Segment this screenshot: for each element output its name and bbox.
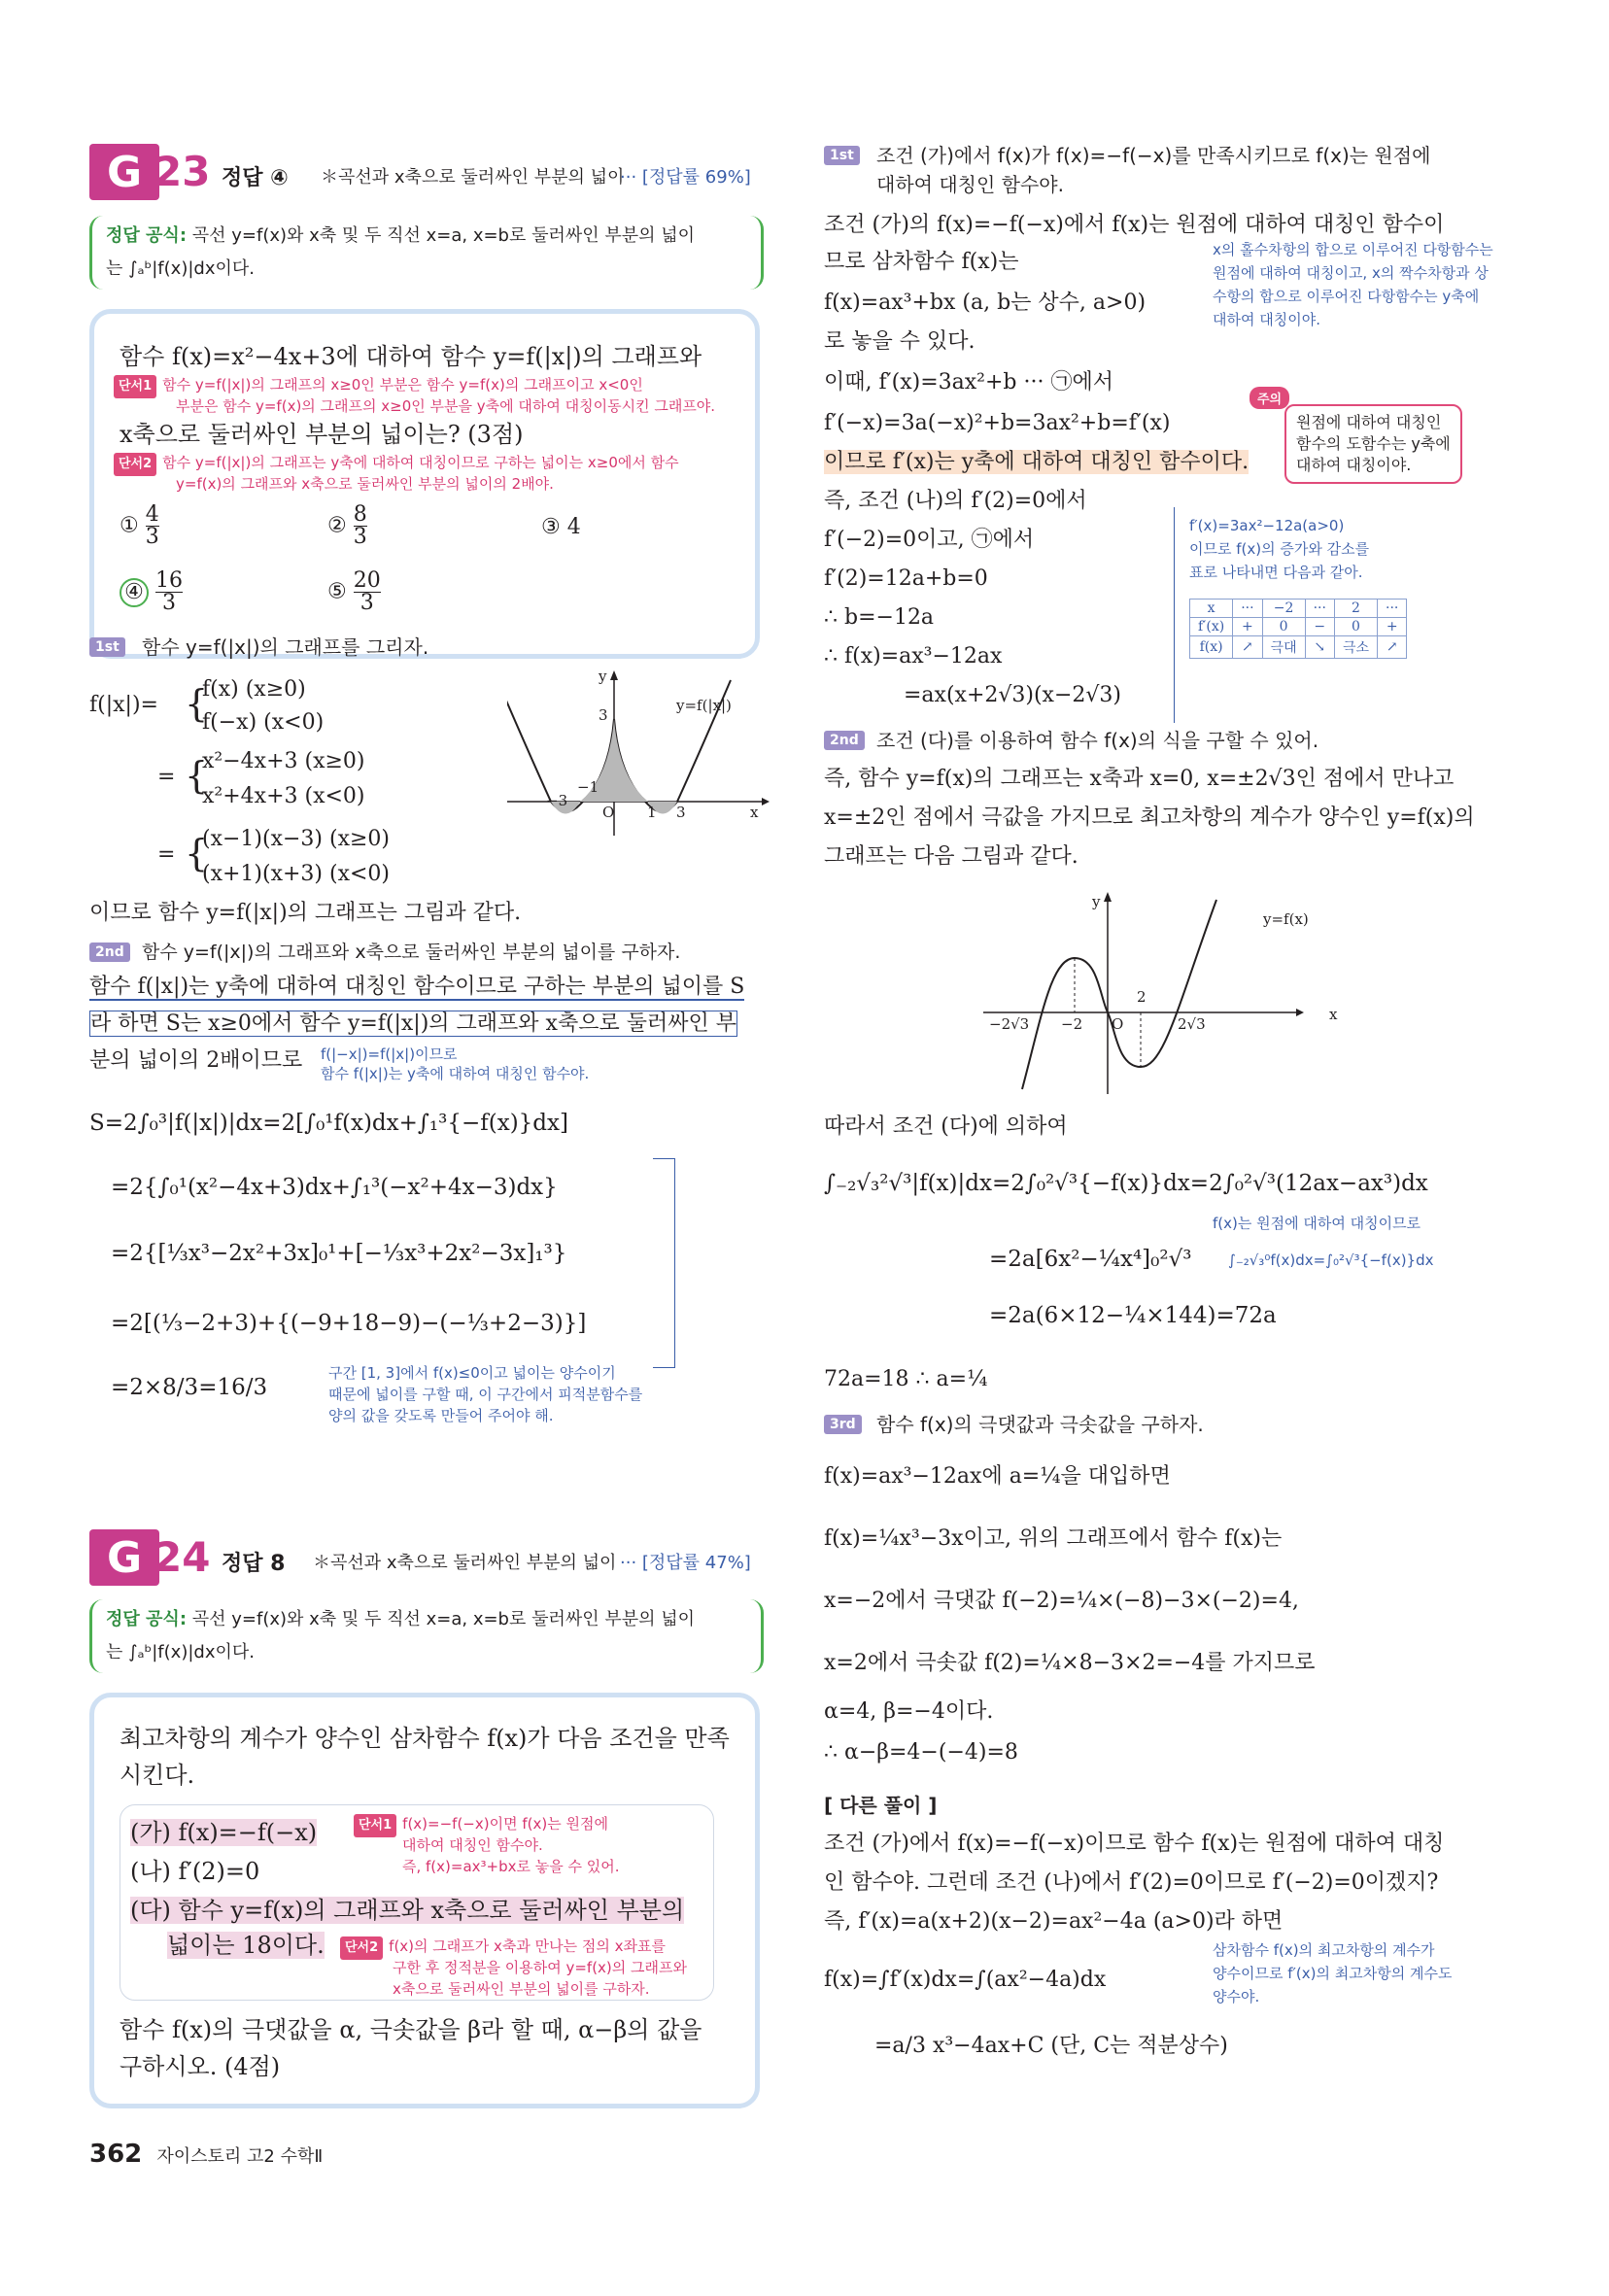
case-3: x²−4x+3 (x≥0) [202, 749, 365, 773]
problem-label-g24: G [89, 1529, 159, 1586]
step-2nd-g23: 2nd [89, 942, 130, 962]
tick-2root3: 2√3 [1178, 1015, 1206, 1033]
choice-4[interactable]: ④ $\frac{16}{3}$ [120, 570, 183, 614]
step-1st-text-g23: 함수 y=f(|x|)의 그래프를 그리자. [142, 635, 429, 659]
choice-3[interactable]: ③ 4 [541, 515, 581, 539]
alt-note-1: 삼차함수 f(x)의 최고차항의 계수가 [1213, 1941, 1435, 1959]
axis-x-label-2: x [1329, 1006, 1338, 1023]
g24-problem-1: 최고차항의 계수가 양수인 삼차함수 f(x)가 다음 조건을 만족 [120, 1725, 730, 1752]
step-2nd-text-g24: 조건 (다)를 이용하여 함수 f(x)의 식을 구할 수 있어. [876, 729, 1319, 752]
formula-label: 정답 공식: [106, 225, 188, 246]
eq-2: = [157, 842, 176, 867]
s2-r-line-4: 따라서 조건 (다)에 의하여 [824, 1114, 1068, 1139]
problem-text-1: 함수 f(x)=x²−4x+3에 대하여 함수 y=f(|x|)의 그래프와 [120, 343, 702, 370]
r-line-1: 조건 (가)의 f(x)=−f(−x)에서 f(x)는 원점에 대하여 대칭인 함수이 [824, 213, 1445, 237]
g24-question-2: 구하시오. (4점) [120, 2053, 281, 2080]
g24-hint2-3: x축으로 둘러싸인 부분의 넓이를 구하자. [393, 1980, 650, 1998]
side-note-2: 원점에 대하여 대칭이고, x의 짝수차항과 상 [1213, 264, 1489, 282]
tick-origin: O [602, 804, 615, 821]
cond-na: (나) f′(2)=0 [130, 1858, 260, 1885]
r-integral-4: 72a=18 ∴ a=¼ [824, 1367, 988, 1391]
tick-1: 1 [647, 804, 657, 821]
hint2-g23-line2: y=f(x)의 그래프와 x축으로 둘러싸인 부분의 넓이의 2배야. [176, 475, 554, 493]
r-line-9: f′(−2)=0이고, ㉠에서 [824, 528, 1035, 552]
int-note-2: 때문에 넓이를 구할 때, 이 구간에서 피적분함수를 [328, 1386, 643, 1403]
formula-text-2: 는 ∫ₐᵇ|f(x)|dx이다. [106, 258, 255, 279]
side-note-3: 수항의 합으로 이루어진 다항함수는 y축에 [1213, 288, 1480, 305]
tick-2: 2 [1137, 988, 1147, 1006]
r-integral-1: ∫₋₂√₃²√³|f(x)|dx=2∫₀²√³{−f(x)}dx=2∫₀²√³(12ax−ax³)dx [824, 1171, 1428, 1196]
step-3rd-g24: 3rd [824, 1415, 862, 1434]
tick-neg2root3: −2√3 [989, 1015, 1030, 1033]
formula-label-g24: 정답 공식: [106, 1609, 188, 1629]
s3-line-3: x=−2에서 극댓값 f(−2)=¼×(−8)−3×(−2)=4, [824, 1589, 1299, 1613]
problem-box-g24 [89, 1693, 760, 2108]
rate-g24: ··· [정답률 47%] [620, 1553, 751, 1573]
r-int-note-1: f(x)는 원점에 대하여 대칭이므로 [1213, 1215, 1421, 1232]
tick-neg3: −3 [546, 792, 568, 809]
caution-box [1284, 404, 1462, 484]
step-1st-text-g24-2: 대하여 대칭인 함수야. [876, 173, 1064, 196]
hint2-g23: 단서2 함수 y=f(|x|)의 그래프는 y축에 대하여 대칭이므로 구하는 넓이는 x≥0에서 함수 [114, 452, 679, 476]
cond-da-1: (다) 함수 y=f(x)의 그래프와 x축으로 둘러싸인 부분의 [130, 1897, 685, 1924]
alt-line-4: f(x)=∫f′(x)dx=∫(ax²−4a)dx [824, 1968, 1107, 1992]
int-note-3: 양의 값을 갖도록 만들어 주어야 해. [328, 1407, 554, 1424]
s2-r-line-1: 즉, 함수 y=f(x)의 그래프는 x축과 x=0, x=±2√3인 점에서 만나고 [824, 767, 1455, 791]
problem-number-g24: 24 [154, 1533, 211, 1581]
step-1st-g24: 1st [824, 146, 860, 165]
integral-line-1: S=2∫₀³|f(|x|)|dx=2[∫₀¹f(x)dx+∫₁³{−f(x)}dx] [89, 1111, 568, 1136]
brace-2: { [185, 754, 209, 797]
r-line-6: f′(−x)=3a(−x)²+b=3ax²+b=f′(x) [824, 411, 1171, 435]
cubic-curve [1022, 900, 1216, 1089]
r-line-11: ∴ b=−12a [824, 605, 935, 630]
brace-3: { [185, 832, 209, 874]
sign-row-x: x ··· −2 ··· 2 ··· [1190, 600, 1407, 618]
g24-hint2: 단서2 f(x)의 그래프가 x축과 만나는 점의 x좌표를 [340, 1936, 666, 1960]
r-line-12: ∴ f(x)=ax³−12ax [824, 644, 1003, 668]
y-arrow [610, 670, 618, 680]
book-title: 자이스토리 고2 수학Ⅱ [156, 2146, 324, 2167]
tick-3: 3 [676, 804, 686, 821]
s2-line2: 라 하면 S는 x≥0에서 함수 y=f(|x|)의 그래프와 x축으로 둘러싸인 부 [90, 1011, 736, 1036]
step-2nd-text-g23: 함수 y=f(|x|)의 그래프와 x축으로 둘러싸인 부분의 넓이를 구하자. [142, 942, 681, 963]
r-line-2: 므로 삼차함수 f(x)는 [824, 250, 1019, 274]
y-arrow-2 [1104, 892, 1112, 902]
s2-line1: 함수 f(|x|)는 y축에 대하여 대칭인 함수이므로 구하는 부분의 넓이를 S [89, 975, 745, 999]
graph-label-g24: y=f(x) [1263, 910, 1309, 928]
case-5: (x−1)(x−3) (x≥0) [202, 827, 391, 851]
case-2: f(−x) (x<0) [202, 710, 325, 735]
g24-hint1-3: 즉, f(x)=ax³+bx로 놓을 수 있어. [402, 1858, 620, 1875]
r-line-7: 이므로 f′(x)는 y축에 대하여 대칭인 함수이다. [824, 450, 1250, 474]
problem-box-g23 [89, 309, 760, 659]
x-arrow [762, 798, 770, 805]
case-lhs: f(|x|)= [89, 693, 158, 717]
r-line-3: f(x)=ax³+bx (a, b는 상수, a>0) [824, 291, 1147, 315]
tick-origin-2: O [1112, 1015, 1124, 1033]
case-1: f(x) (x≥0) [202, 677, 306, 702]
r-line-4: 로 놓을 수 있다. [824, 329, 976, 354]
after-graph-text: 이므로 함수 y=f(|x|)의 그래프는 그림과 같다. [89, 901, 522, 925]
s2-line3: 분의 넓이의 2배이므로 [89, 1048, 303, 1073]
int-note-1: 구간 [1, 3]에서 f(x)≤0이고 넓이는 양수이기 [328, 1364, 616, 1382]
s2-r-line-3: 그래프는 다음 그림과 같다. [824, 844, 1078, 869]
r-line-10: f′(2)=12a+b=0 [824, 566, 988, 591]
answer-g24: 정답 8 [222, 1552, 286, 1576]
s2-note-2: 함수 f(|x|)는 y축에 대하여 대칭인 함수야. [321, 1065, 590, 1082]
r-integral-2: =2a[6x²−¼x⁴]₀²√³ [989, 1247, 1192, 1272]
note-bracket [653, 1158, 675, 1368]
tick-neg1: −1 [577, 778, 599, 796]
step-2nd-g24: 2nd [824, 731, 865, 750]
s2-note-1: f(|−x|)=f(|x|)이므로 [321, 1045, 458, 1063]
alt-line-5: =a/3 x³−4ax+C (단, C는 적분상수) [874, 2034, 1228, 2058]
problem-text-2: x축으로 둘러싸인 부분의 넓이는? (3점) [120, 421, 524, 448]
s3-line-5: α=4, β=−4이다. [824, 1699, 994, 1724]
g24-hint1-2: 대하여 대칭인 함수야. [402, 1836, 543, 1854]
page-footer [89, 2140, 323, 2169]
g24-question-1: 함수 f(x)의 극댓값을 α, 극솟값을 β라 할 때, α−β의 값을 [120, 2016, 702, 2043]
cond-ga: (가) f(x)=−f(−x) [130, 1819, 318, 1846]
alt-line-3: 즉, f′(x)=a(x+2)(x−2)=ax²−4a (a>0)라 하면 [824, 1909, 1284, 1934]
caution-line-3: 대하여 대칭이야. [1296, 456, 1412, 474]
x-arrow-2 [1296, 1009, 1304, 1016]
eq-1: = [157, 765, 176, 789]
case-4: x²+4x+3 (x<0) [202, 784, 365, 808]
area-1 [614, 719, 648, 802]
rate-g23: ··· [정답률 69%] [620, 167, 751, 188]
tick-y3: 3 [599, 706, 608, 724]
axis-y-label-2: y [1092, 893, 1101, 910]
caution-line-1: 원점에 대하여 대칭인 [1296, 413, 1442, 431]
choice-5[interactable]: ⑤ $\frac{20}{3}$ [327, 568, 381, 615]
topic-g23: ＊곡선과 x축으로 둘러싸인 부분의 넓이 [321, 167, 625, 188]
table-note-1: f′(x)=3ax²−12a(a>0) [1189, 517, 1345, 534]
s3-line-4: x=2에서 극솟값 f(2)=¼×8−3×2=−4를 가지므로 [824, 1651, 1316, 1675]
caution-tag: 주의 [1250, 387, 1289, 409]
sign-table [1189, 599, 1407, 659]
r-line-8: 즉, 조건 (나)의 f′(2)=0에서 [824, 489, 1087, 513]
sign-row-f: f(x) ↗ 극대 ↘ 극소 ↗ [1190, 636, 1407, 659]
alt-line-2: 인 함수야. 그런데 조건 (나)에서 f′(2)=0이므로 f′(−2)=0이겠지? [824, 1870, 1439, 1895]
caution-line-2: 함수의 도함수는 y축에 [1296, 434, 1451, 453]
g24-hint2-2: 구한 후 정적분을 이용하여 y=f(x)의 그래프와 [393, 1959, 687, 1976]
topic-g24: ＊곡선과 x축으로 둘러싸인 부분의 넓이 [313, 1553, 617, 1573]
s3-line-6: ∴ α−β=4−(−4)=8 [824, 1740, 1018, 1765]
step-1st-g23: 1st [89, 637, 125, 657]
integral-line-3: =2{[⅓x³−2x²+3x]₀¹+[−⅓x³+2x²−3x]₁³} [111, 1241, 567, 1266]
step-3rd-text-g24: 함수 f(x)의 극댓값과 극솟값을 구하자. [876, 1413, 1204, 1436]
axis-x-label: x [750, 804, 759, 821]
formula-box-g23 [89, 216, 764, 290]
side-note-1: x의 홀수차항의 합으로 이루어진 다항함수는 [1213, 241, 1493, 258]
s3-line-1: f(x)=ax³−12ax에 a=¼을 대입하면 [824, 1464, 1171, 1489]
formula-text-g24-1: 곡선 y=f(x)와 x축 및 두 직선 x=a, x=b로 둘러싸인 부분의 넓이 [191, 1609, 696, 1629]
alt-note-3: 양수야. [1213, 1988, 1260, 2005]
side-note-4: 대하여 대칭이야. [1213, 311, 1320, 328]
page-number: 362 [89, 2140, 143, 2169]
alt-line-1: 조건 (가)에서 f(x)=−f(−x)이므로 함수 f(x)는 원점에 대하여 대칭 [824, 1832, 1445, 1856]
answer-g23: 정답 ④ [222, 166, 289, 190]
tick-neg2: −2 [1061, 1015, 1083, 1033]
r-line-13: =ax(x+2√3)(x−2√3) [904, 683, 1121, 707]
conditions-box [120, 1804, 714, 2001]
graph-label-g23: y=f(|x|) [676, 697, 732, 714]
choice-2[interactable]: ② $\frac{8}{3}$ [327, 502, 367, 549]
step-1st-text-g24: 조건 (가)에서 f(x)가 f(x)=−f(−x)를 만족시키므로 f(x)는 원점에 [876, 144, 1431, 167]
table-bracket [1174, 507, 1184, 723]
formula-text-g24-2: 는 ∫ₐᵇ|f(x)|dx이다. [106, 1642, 255, 1662]
alt-note-2: 양수이므로 f′(x)의 최고차항의 계수도 [1213, 1965, 1453, 1982]
integral-line-2: =2{∫₀¹(x²−4x+3)dx+∫₁³(−x²+4x−3)dx} [111, 1175, 558, 1200]
g24-hint1: 단서1 f(x)=−f(−x)이면 f(x)는 원점에 [354, 1813, 608, 1837]
formula-text-1: 곡선 y=f(x)와 x축 및 두 직선 x=a, x=b로 둘러싸인 부분의 넓이 [191, 225, 696, 246]
case-6: (x+1)(x+3) (x<0) [202, 862, 391, 886]
hint1-g23: 단서1 함수 y=f(|x|)의 그래프의 x≥0인 부분은 함수 y=f(x)의 그래프이고 x<0인 [114, 374, 643, 398]
s3-line-2: f(x)=¼x³−3x이고, 위의 그래프에서 함수 f(x)는 [824, 1526, 1283, 1551]
formula-box-g24 [89, 1599, 764, 1673]
hint1-g23-line2: 부분은 함수 y=f(x)의 그래프의 x≥0인 부분을 y축에 대하여 대칭이동시킨 그래프야. [176, 397, 716, 415]
table-note-3: 표로 나타내면 다음과 같아. [1189, 564, 1363, 581]
r-int-note-2: ∫₋₂√₃⁰f(x)dx=∫₀²√³{−f(x)}dx [1228, 1251, 1434, 1269]
sign-row-fprime: f′(x) + 0 − 0 + [1190, 618, 1407, 636]
r-line-5: 이때, f′(x)=3ax²+b ··· ㉠에서 [824, 370, 1113, 394]
axis-y-label: y [599, 668, 607, 685]
alt-solution-title: [ 다른 풀이 ] [824, 1794, 938, 1817]
problem-label-g23: G [89, 144, 159, 200]
g24-problem-2: 시킨다. [120, 1762, 195, 1789]
s2-r-line-2: x=±2인 점에서 극값을 가지므로 최고차항의 계수가 양수인 y=f(x)의 [824, 805, 1475, 830]
integral-line-5: =2×8/3=16/3 [111, 1375, 268, 1400]
cond-da-2: 넓이는 18이다. [167, 1932, 325, 1959]
integral-line-4: =2[(⅓−2+3)+{(−9+18−9)−(−⅓+2−3)}] [111, 1311, 587, 1336]
choice-1[interactable]: ① $\frac{4}{3}$ [120, 502, 159, 549]
brace-1: { [185, 682, 209, 725]
r-integral-3: =2a(6×12−¼×144)=72a [989, 1303, 1277, 1328]
table-note-2: 이므로 f(x)의 증가와 감소를 [1189, 540, 1370, 558]
problem-number-g23: 23 [154, 148, 211, 195]
